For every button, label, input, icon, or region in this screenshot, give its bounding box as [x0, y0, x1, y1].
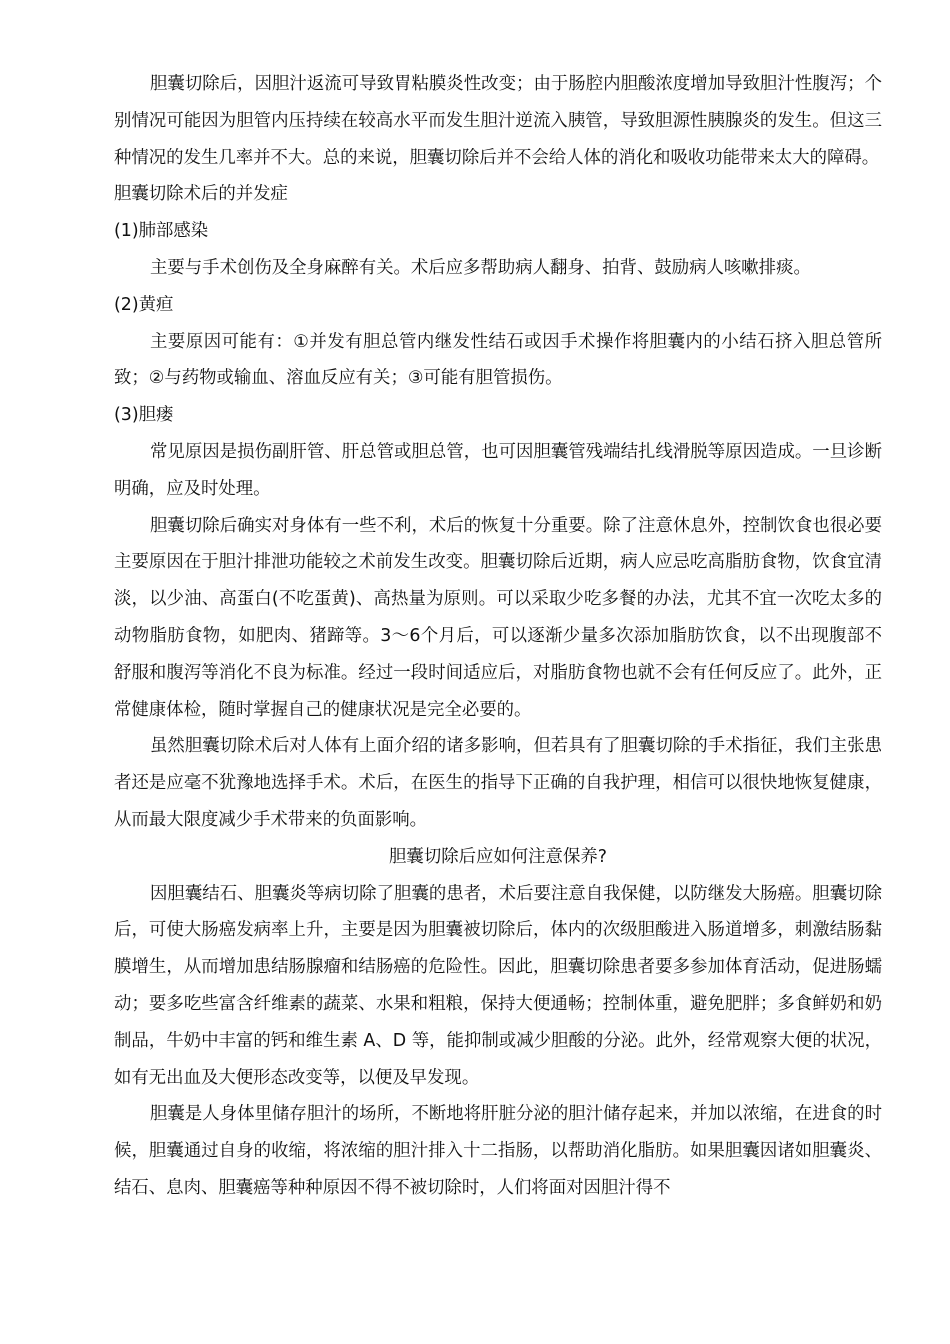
- paragraph-lung-infection: 主要与手术创伤及全身麻醉有关。术后应多帮助病人翻身、拍背、鼓励病人咳嗽排痰。: [150, 257, 811, 278]
- paragraph-colon-cancer-prevention: 因胆囊结石、胆囊炎等病切除了胆囊的患者，术后要注意自我保健，以防继发大肠癌。胆囊切除后，可使大肠癌发病率上升，主要是因为胆囊被切除后，体内的次级胆酸进入肠道增多，刺激结肠黏膜增生，从而增加患结肠腺瘤和结肠癌的危险性。因此，胆囊切除患者要多参加体育活动，促进肠蠕动；要多吃些富含纤维素的蔬菜、水果和粗粮，保持大便通畅；控制体重，避免肥胖；多食鲜奶和奶制品，牛奶中丰富的钙和维生素 A、D 等，能抑制或减少胆酸的分泌。此外，经常观察大便的状况，如有无出血及大便形态改变等，以便及早发现。: [114, 883, 882, 1088]
- paragraph-bile-fistula: 常见原因是损伤副肝管、肝总管或胆总管，也可因胆囊管残端结扎线滑脱等原因造成。一旦诊断明确，应及时处理。: [114, 441, 882, 499]
- paragraph-gallbladder-function: 胆囊是人身体里储存胆汁的场所，不断地将肝脏分泌的胆汁储存起来，并加以浓缩，在进食的时候，胆囊通过自身的收缩，将浓缩的胆汁排入十二指肠，以帮助消化脂肪。如果胆囊因诸如胆囊炎、结石、息肉、胆囊癌等种种原因不得不被切除时，人们将面对因胆汁得不: [114, 1104, 882, 1198]
- subheading-jaundice: (2)黄疸: [114, 294, 174, 315]
- paragraph-effects-after-removal: 胆囊切除后，因胆汁返流可导致胃粘膜炎性改变；由于肠腔内胆酸浓度增加导致胆汁性腹泻；个别情况可能因为胆管内压持续在较高水平而发生胆汁逆流入胰管，导致胆源性胰腺炎的发生。但这三种情况的发生几率并不大。总的来说，胆囊切除后并不会给人体的消化和吸收功能带来太大的障碍。: [114, 74, 882, 168]
- subheading-bile-fistula: (3)胆瘘: [114, 405, 174, 426]
- subheading-lung-infection: (1)肺部感染: [114, 221, 209, 242]
- paragraph-recovery-diet: 胆囊切除后确实对身体有一些不利，术后的恢复十分重要。除了注意休息外，控制饮食也很必要主要原因在于胆汁排泄功能较之术前发生改变。胆囊切除后近期，病人应忌吃高脂肪食物，饮食宜清淡，以少油、高蛋白(不吃蛋黄)、高热量为原则。可以采取少吃多餐的办法，尤其不宜一次吃太多的动物脂肪食物，如肥肉、猪蹄等。3～6个月后，可以逐渐少量多次添加脂肪饮食，以不出现腹部不舒服和腹泻等消化不良为标准。经过一段时间适应后，对脂肪食物也就不会有任何反应了。此外，正常健康体检，随时掌握自己的健康状况是完全必要的。: [114, 515, 882, 720]
- section-heading-complications: 胆囊切除术后的并发症: [114, 184, 288, 205]
- section-title-care: 胆囊切除后应如何注意保养?: [389, 846, 607, 867]
- paragraph-jaundice: 主要原因可能有：①并发有胆总管内继发性结石或因手术操作将胆囊内的小结石挤入胆总管所致；②与药物或输血、溶血反应有关；③可能有胆管损伤。: [114, 331, 882, 389]
- paragraph-surgery-advice: 虽然胆囊切除术后对人体有上面介绍的诸多影响，但若具有了胆囊切除的手术指征，我们主张患者还是应毫不犹豫地选择手术。术后，在医生的指导下正确的自我护理，相信可以很快地恢复健康，从而最大限度减少手术带来的负面影响。: [114, 736, 882, 830]
